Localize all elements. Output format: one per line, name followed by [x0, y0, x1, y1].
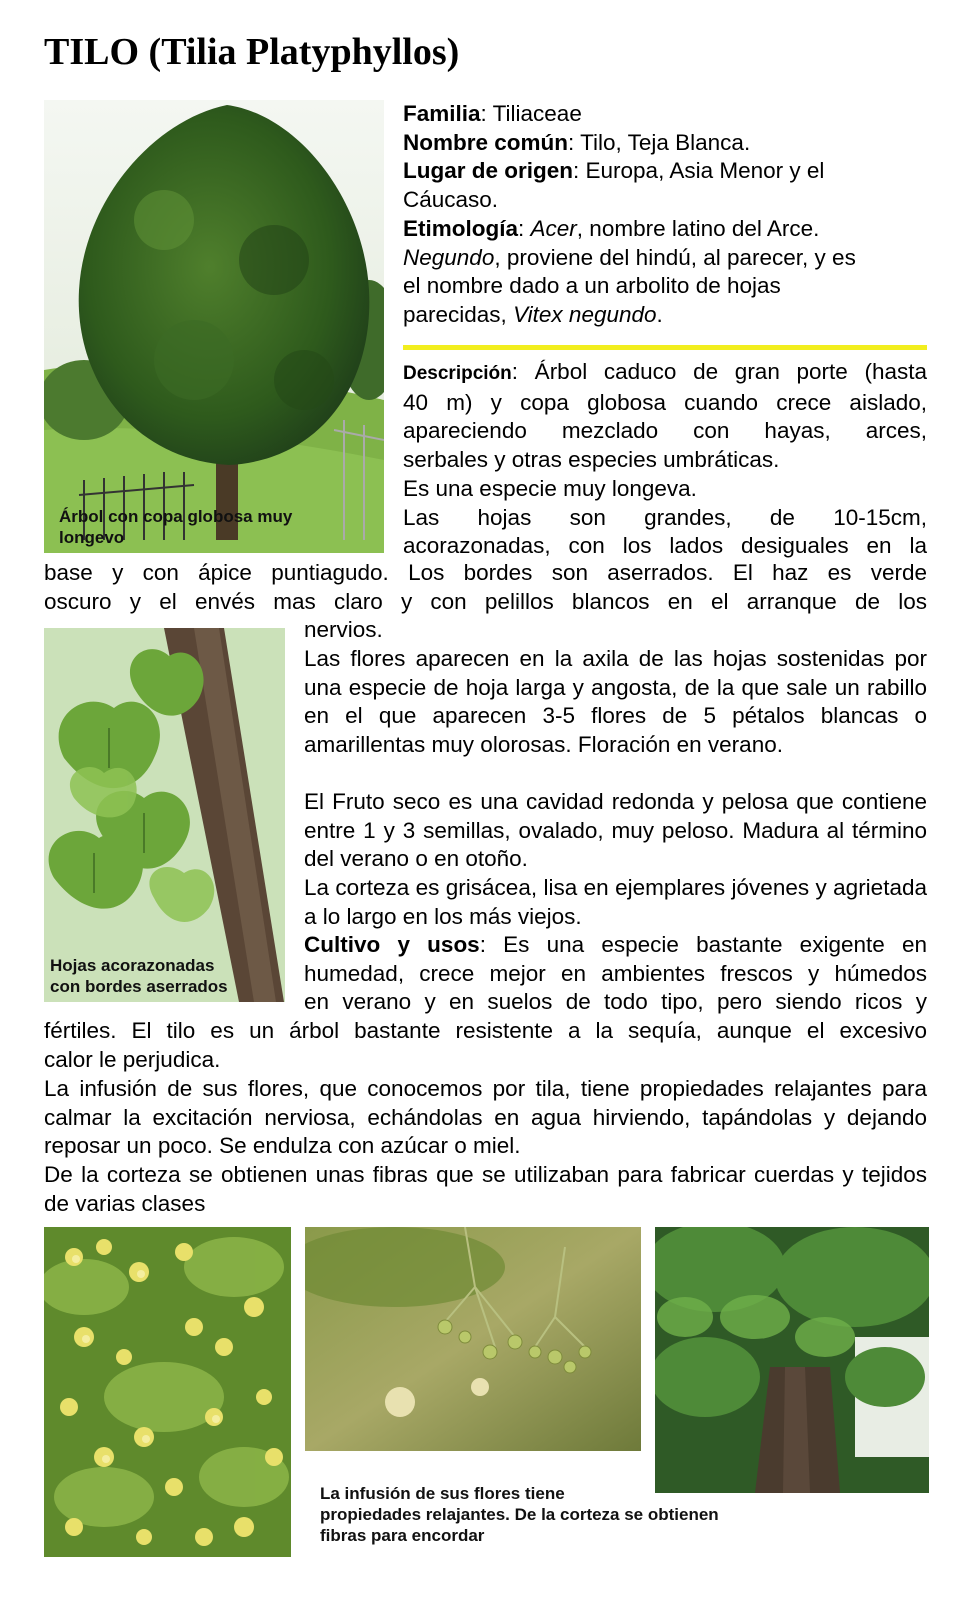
- bark-paragraph: La corteza es grisácea, lisa en ejemplares jóvenes y agrietada a lo largo en los más viejos.: [304, 875, 927, 929]
- infusion-paragraph: La infusión de sus flores, que conocemos por tila, tiene propiedades relajantes para calmar la excitación nerviosa, echándolas en agua hirviendo, tapándolas y dejando reposar un poco. Se endulza con azúcar o miel.: [44, 1076, 927, 1159]
- flowers-photo: [44, 1227, 291, 1557]
- description-end: nervios.: [304, 617, 383, 642]
- fibras-paragraph: De la corteza se obtienen unas fibras que se utilizaban para fabricar cuerdas y tejidos de varias clases: [44, 1162, 927, 1216]
- buds-photo: [305, 1227, 641, 1451]
- page-title: TILO (Tilia Platyphyllos): [44, 31, 460, 73]
- leaves-photo: [44, 628, 285, 1002]
- description-block: Descripción: Árbol caduco de gran porte (hasta 40 m) y copa globosa cuando crece aislado, apareciendo mezclado con hayas, arces, serbales y otras especies umbráticas. Es una especie muy longeva. Las hojas son grandes, de 10-15cm, acorazonadas, con los lados desiguales en la: [403, 359, 927, 559]
- description-continued: base y con ápice puntiagudo. Los bordes son aserrados. El haz es verde oscuro y el envés mas claro y con pelillos blancos en el arranque de los: [44, 560, 927, 614]
- bottom-photos-caption: La infusión de sus flores tiene propiedades relajantes. De la corteza se obtienen fibras para encordar: [320, 1484, 719, 1545]
- trunk-photo: [655, 1227, 929, 1493]
- flowers-paragraph: Las flores aparecen en la axila de las hojas sostenidas por una especie de hoja larga y angosta, de la que sale un rabillo en el que aparecen 3-5 flores de 5 pétalos blancas o amarillentas muy olorosas. Floración en verano.: [304, 646, 927, 758]
- cultivo-continued: fértiles. El tilo es un árbol bastante resistente a la sequía, aunque el excesivo calor le perjudica.: [44, 1018, 927, 1072]
- species-info: Familia: Tiliaceae Nombre común: Tilo, Teja Blanca. Lugar de origen: Europa, Asia Menor y el Cáucaso. Etimología: Acer, nombre latino del Arce. Negundo, proviene del hindú, al parecer, y es el nombre dado a un arbolito de hojas parecidas, Vitex negundo.: [403, 101, 856, 327]
- section-divider: [403, 345, 927, 350]
- cultivo-block: Cultivo y usos: Es una especie bastante exigente en humedad, crece mejor en ambientes frescos y húmedos en verano y en suelos de todo tipo, pero siendo ricos y: [304, 932, 927, 1015]
- fruit-paragraph: El Fruto seco es una cavidad redonda y pelosa que contiene entre 1 y 3 semillas, ovalado, muy peloso. Madura al término del verano o en otoño.: [304, 789, 927, 872]
- tree-photo: [44, 100, 384, 553]
- tree-photo-caption: Árbol con copa globosa muy longevo: [59, 507, 293, 547]
- leaves-photo-caption: Hojas acorazonadas con bordes aserrados: [50, 956, 228, 996]
